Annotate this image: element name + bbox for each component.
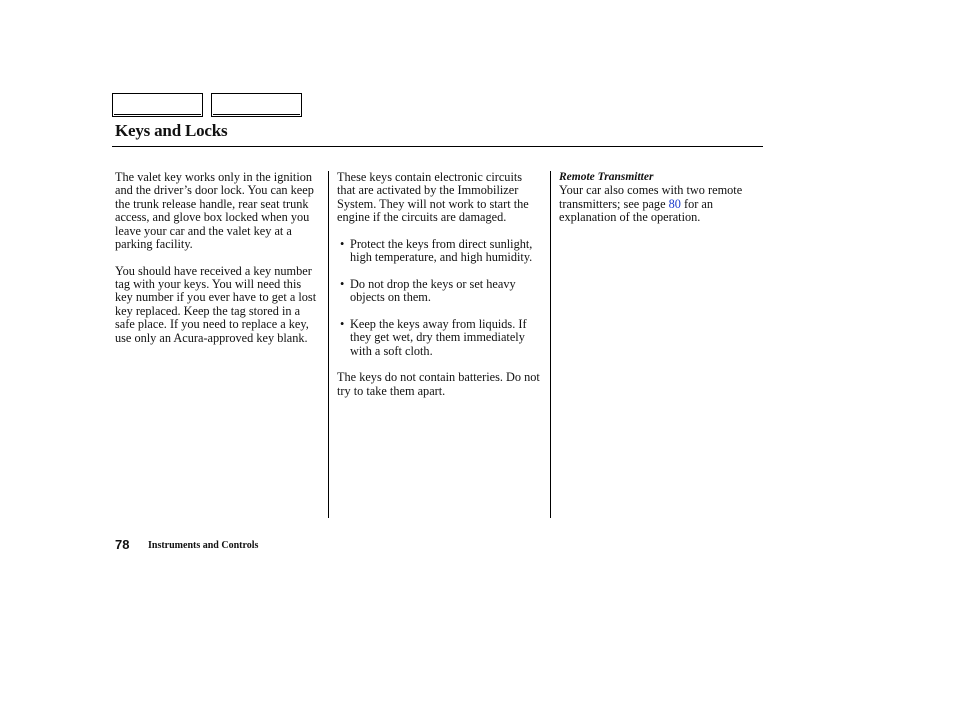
column-1 xyxy=(115,171,320,358)
prev-page-button[interactable] xyxy=(112,93,203,117)
section-name: Instruments and Controls xyxy=(148,540,259,551)
list-item xyxy=(337,318,542,358)
column-divider xyxy=(550,171,551,518)
list-item xyxy=(337,278,542,305)
column-divider xyxy=(328,171,329,518)
list-item-text: Protect the keys from direct sunlight, high temperature, and high humidity. xyxy=(350,236,533,265)
bullet-icon: • xyxy=(340,316,345,331)
list-item-text: Do not drop the keys or set heavy objects on them. xyxy=(350,276,516,305)
bullet-icon: • xyxy=(340,276,345,291)
title-rule xyxy=(112,146,763,147)
list-item-text: Keep the keys away from liquids. If they get wet, dry them immediately with a soft cloth. xyxy=(350,316,527,358)
remote-text-after: for an explanation of the operation. xyxy=(559,196,713,225)
bullet-icon: • xyxy=(340,236,345,251)
page-number: 78 xyxy=(115,537,130,552)
remote-transmitter-paragraph xyxy=(559,184,769,224)
remote-text-before: Your car also comes with two remote transmitters; see page xyxy=(559,183,743,211)
valet-key-paragraph: The valet key works only in the ignition and the driver’s door lock. You can keep the trunk release handle, rear seat trunk access, and glove box locked when you leave your car and the valet key at a parking facility. xyxy=(115,170,314,252)
remote-transmitter-subheading: Remote Transmitter xyxy=(559,171,654,183)
page-80-link[interactable]: 80 xyxy=(668,196,681,211)
list-item xyxy=(337,238,542,265)
column-2 xyxy=(337,171,542,411)
batteries-paragraph: The keys do not contain batteries. Do not try to take them apart. xyxy=(337,370,540,398)
next-page-button[interactable] xyxy=(211,93,302,117)
key-number-paragraph: You should have received a key number tag with your keys. You will need this key number if you ever have to get a lost key replaced. Keep the tag stored in a safe place. If you need to replace a key, use only an Acura-approved key blank. xyxy=(115,263,317,345)
page-title: Keys and Locks xyxy=(115,121,228,140)
column-3 xyxy=(559,171,769,238)
immobilizer-paragraph: These keys contain electronic circuits that are activated by the Immobilizer System. They will not work to start the engine if the circuits are damaged. xyxy=(337,170,529,225)
